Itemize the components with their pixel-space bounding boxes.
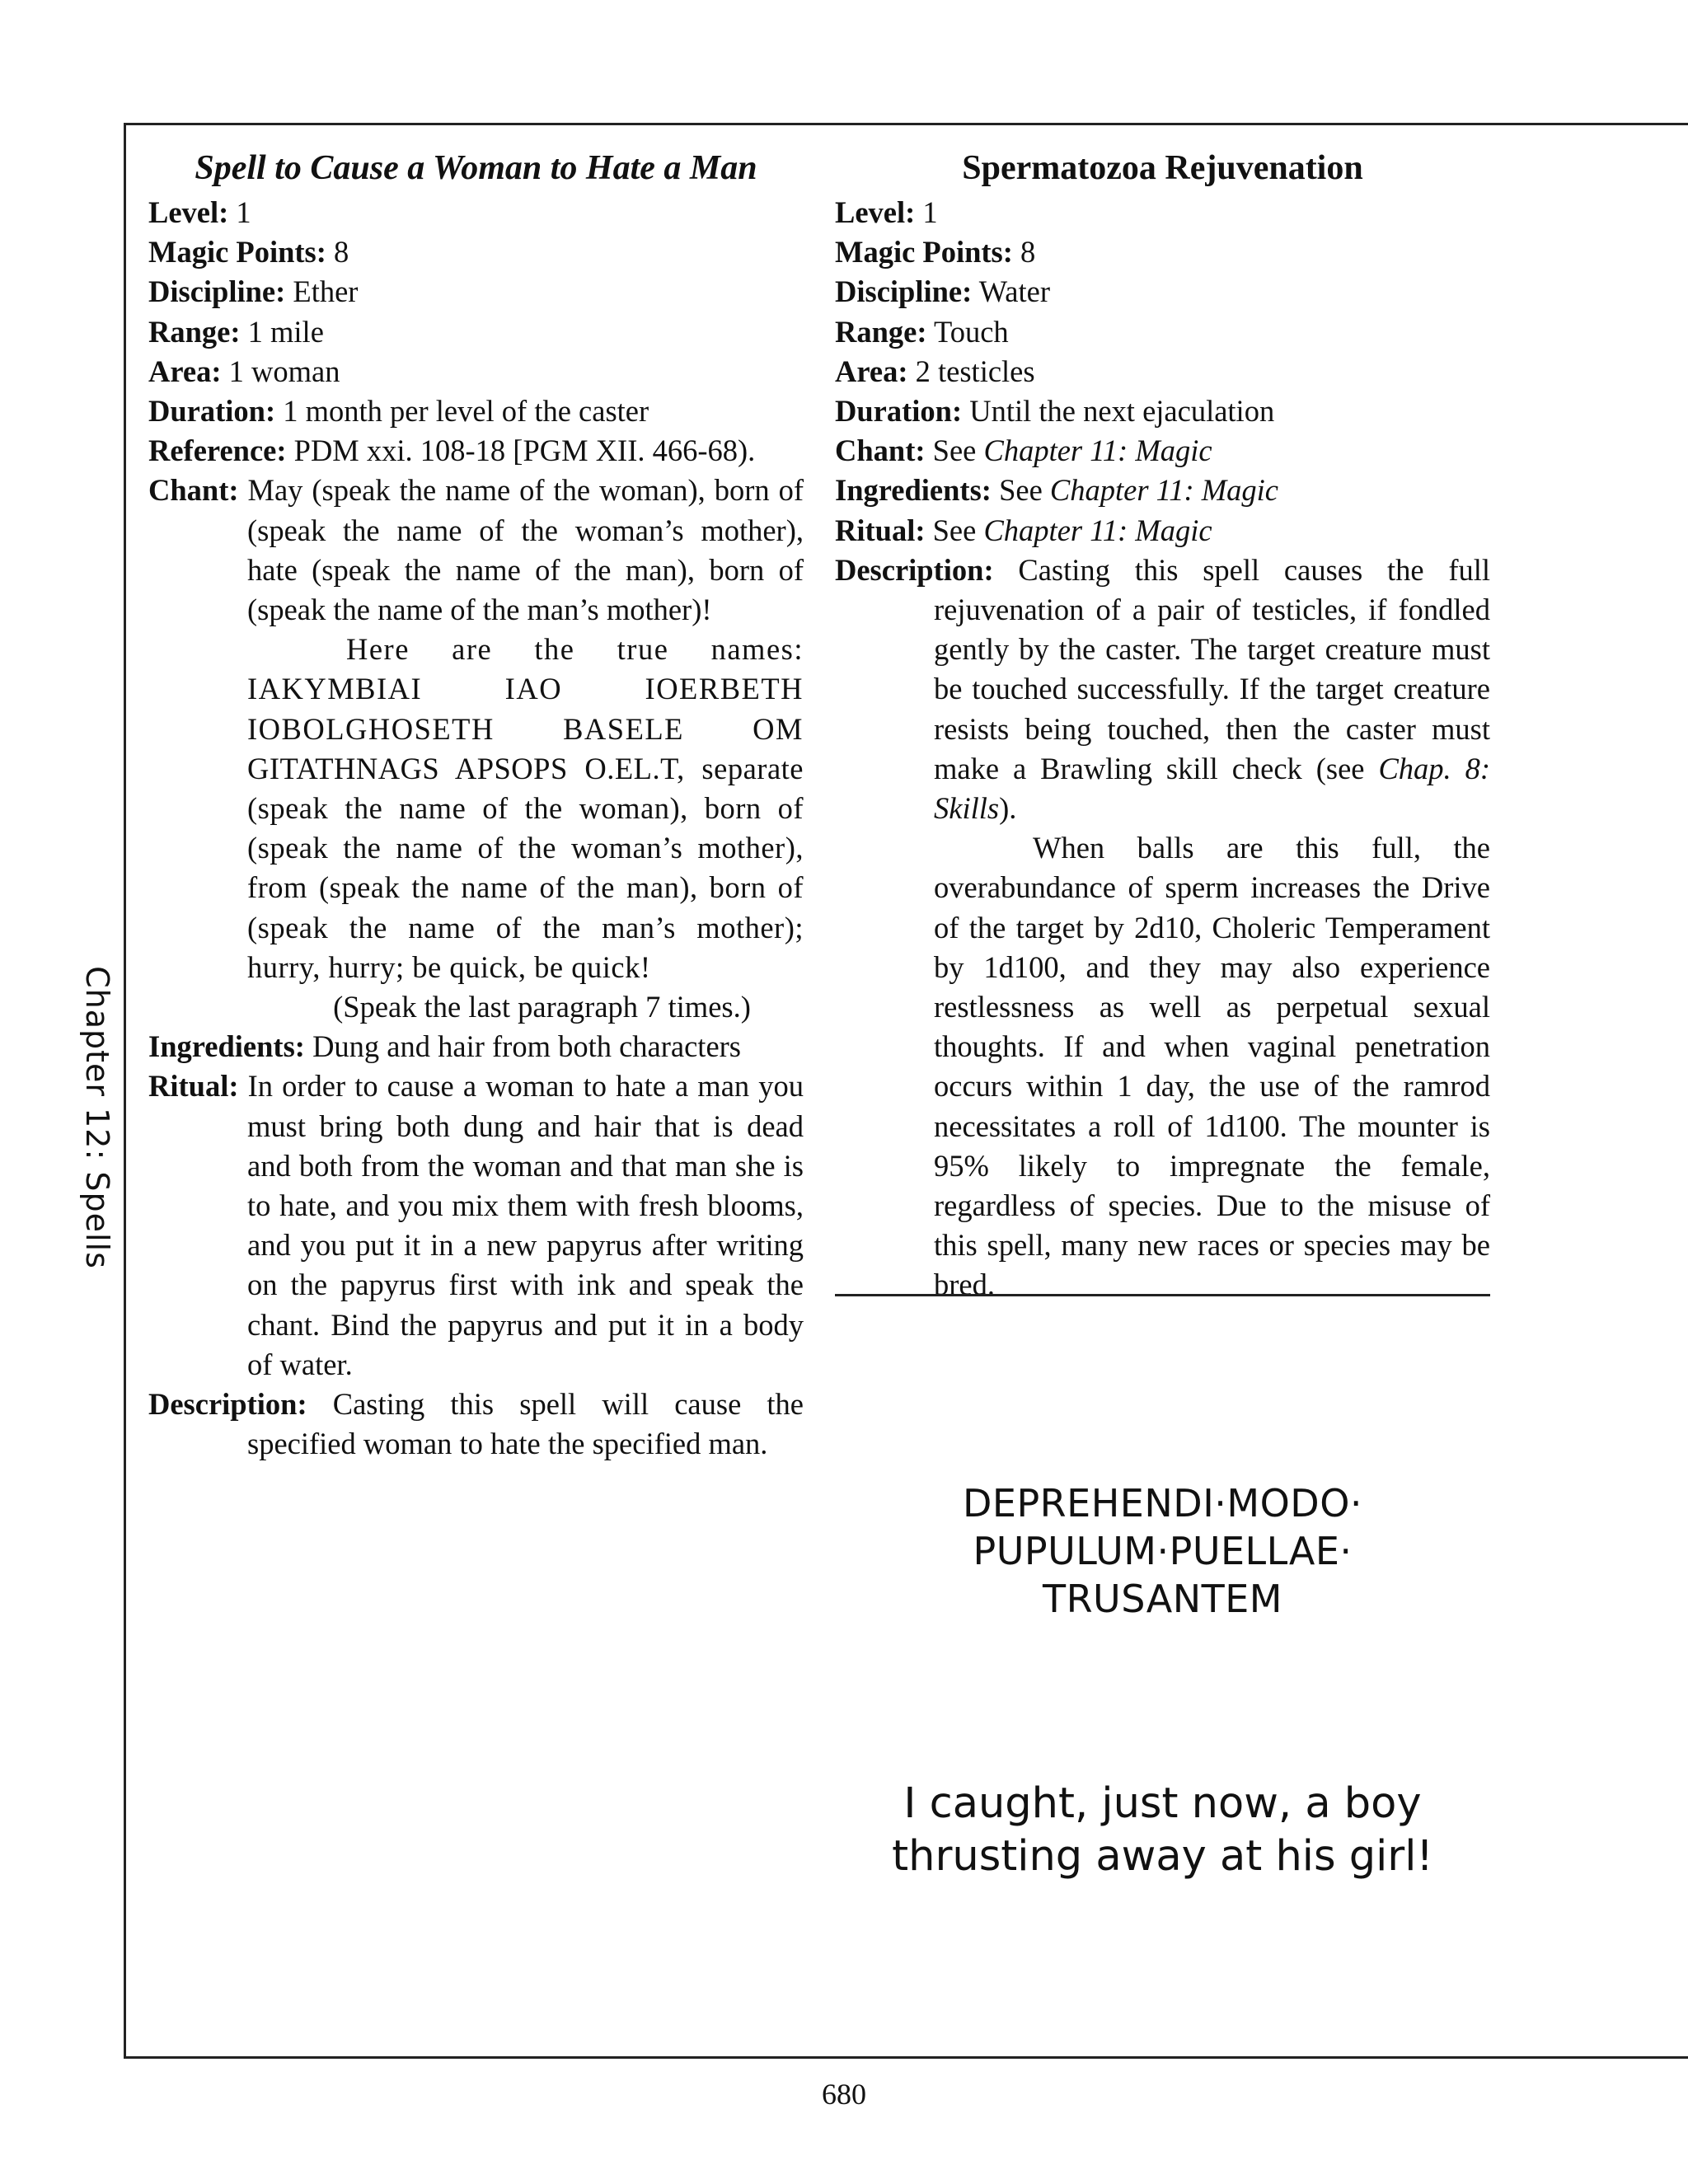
ingredients-label: Ingredients: xyxy=(148,1029,305,1064)
page-number: 680 xyxy=(822,2078,866,2111)
frame-left-border xyxy=(124,123,126,2056)
area-value: 2 testicles xyxy=(915,354,1035,388)
chant-see: See xyxy=(932,434,977,468)
reference-row xyxy=(148,431,804,471)
ritual-text: In order to cause a woman to hate a man you must bring both dung and hair that is dead and both from the woman and that man she is to hate, and you mix them with fresh blooms, and you put it in a new papyrus after writing on the papyrus first with ink and speak the chant. Bind the papyrus and put it in a body of water. xyxy=(247,1069,804,1381)
ritual-row xyxy=(835,511,1490,551)
ingredients-see: See xyxy=(999,473,1043,508)
latin-quote-line-2: PUPULUM·PUELLAE· xyxy=(973,1529,1353,1573)
magic-points-row xyxy=(148,232,804,272)
ritual-row xyxy=(148,1066,804,1385)
range-label: Range: xyxy=(835,314,927,349)
description-label: Description: xyxy=(148,1387,307,1422)
range-value: 1 mile xyxy=(247,314,324,349)
english-translation-line-1: I caught, just now, a boy xyxy=(903,1779,1422,1828)
description-text: Casting this spell will cause the specified woman to hate the specified man. xyxy=(247,1387,804,1461)
duration-row xyxy=(835,391,1490,431)
chant-row xyxy=(835,431,1490,471)
english-translation xyxy=(835,1778,1490,1883)
chant-chapter-ref: Chapter 11: Magic xyxy=(983,434,1212,468)
duration-value: Until the next ejaculation xyxy=(969,394,1275,429)
chapter-side-tab: Chapter 12: Spells xyxy=(79,966,115,1269)
duration-label: Duration: xyxy=(835,394,963,429)
description-row xyxy=(835,551,1490,1305)
chant-label: Chant: xyxy=(835,434,926,468)
ingredients-label: Ingredients: xyxy=(835,473,992,508)
ritual-chapter-ref: Chapter 11: Magic xyxy=(983,513,1212,547)
range-row xyxy=(148,312,804,352)
spell-title: Spell to Cause a Woman to Hate a Man xyxy=(195,149,757,187)
ingredients-value: Dung and hair from both characters xyxy=(312,1029,742,1064)
latin-quote-line-1: DEPREHENDI·MODO· xyxy=(962,1481,1363,1526)
right-spell-entry xyxy=(835,148,1490,1305)
ritual-see: See xyxy=(932,513,977,547)
discipline-value: Water xyxy=(978,274,1050,309)
range-value: Touch xyxy=(933,314,1009,349)
discipline-row xyxy=(835,272,1490,312)
chant-label: Chant: xyxy=(148,473,239,508)
skills-chapter-ref: Chap. 8: Skills xyxy=(934,751,1490,826)
ritual-label: Ritual: xyxy=(148,1069,239,1104)
discipline-label: Discipline: xyxy=(148,274,286,309)
level-row xyxy=(835,193,1490,232)
frame-top-border xyxy=(124,123,1688,125)
ingredients-row xyxy=(148,1027,804,1066)
chant-paragraph-1: May (speak the name of the woman), born of (speak the name of the woman’s mother), hate (speak the name of the man), born of (speak the name of the man’s mother)! xyxy=(247,473,804,627)
magic-points-value: 8 xyxy=(1020,235,1036,269)
level-value: 1 xyxy=(236,195,251,229)
reference-value: PDM xxi. 108-18 [PGM XII. 466-68). xyxy=(293,434,756,468)
frame-bottom-border xyxy=(124,2056,1688,2059)
latin-quote-line-3: TRUSANTEM xyxy=(1042,1577,1282,1621)
chant-names-intro: Here are the true names: xyxy=(346,632,804,667)
discipline-value: Ether xyxy=(293,274,359,309)
ingredients-row xyxy=(835,471,1490,510)
duration-label: Duration: xyxy=(148,394,276,429)
description-paragraph-2: When balls are this full, the overabundance of sperm increases the Drive of the target by 2d10, Choleric Temperament by 1d100, and they may also experience restlessness as well as perpetual sexual thoughts. If and when vaginal penetration occurs within 1 day, the use of the ramrod necessitates a roll of 1d100. The mounter is 95% likely to impregnate the female, regardless of species. Due to the misuse of this spell, many new races or species may be bred. xyxy=(934,831,1490,1302)
description-row xyxy=(148,1385,804,1464)
magic-points-value: 8 xyxy=(334,235,349,269)
magic-points-label: Magic Points: xyxy=(835,235,1013,269)
english-translation-line-2: thrusting away at his girl! xyxy=(892,1832,1433,1881)
reference-label: Reference: xyxy=(148,434,287,468)
ingredients-chapter-ref: Chapter 11: Magic xyxy=(1049,473,1278,508)
area-label: Area: xyxy=(835,354,908,388)
area-row xyxy=(835,352,1490,391)
spell-title: Spermatozoa Rejuvenation xyxy=(962,149,1363,187)
section-divider xyxy=(835,1294,1490,1296)
level-row xyxy=(148,193,804,232)
discipline-label: Discipline: xyxy=(835,274,973,309)
latin-quote xyxy=(835,1479,1490,1623)
area-value: 1 woman xyxy=(228,354,340,388)
area-label: Area: xyxy=(148,354,222,388)
chant-names-line-1: IAKYMBIAI IAO IOERBETH xyxy=(247,672,804,706)
level-label: Level: xyxy=(835,195,916,229)
duration-row xyxy=(148,391,804,431)
duration-value: 1 month per level of the caster xyxy=(283,394,649,429)
discipline-row xyxy=(148,272,804,312)
level-label: Level: xyxy=(148,195,229,229)
description-label: Description: xyxy=(835,552,994,587)
magic-points-row xyxy=(835,232,1490,272)
description-paragraph-1: Casting this spell causes the full rejuvenation of a pair of testicles, if fondled gently by the caster. The target creature must be touched successfully. If the target creature resists being touched, then the caster must make a Brawling skill check (see xyxy=(934,552,1490,785)
chant-names-line-2: IOBOLGHOSETH BASELE OM xyxy=(247,711,804,746)
range-row xyxy=(835,312,1490,352)
chant-row xyxy=(148,471,804,1027)
ritual-label: Ritual: xyxy=(835,513,926,547)
magic-points-label: Magic Points: xyxy=(148,235,326,269)
level-value: 1 xyxy=(922,195,938,229)
chant-repeat-note: (Speak the last paragraph 7 times.) xyxy=(333,990,751,1024)
area-row xyxy=(148,352,804,391)
left-spell-entry xyxy=(148,148,804,1465)
chant-paragraph-2: GITATHNAGS APSOPS O.EL.T, separate (speak the name of the woman), born of (speak the name of the woman’s mother), from (speak the name of the man), born of (speak the name of the man’s mother); hurry, hurry; be quick, be quick! xyxy=(247,751,804,984)
description-paragraph-1-end: ). xyxy=(999,791,1017,826)
range-label: Range: xyxy=(148,314,241,349)
